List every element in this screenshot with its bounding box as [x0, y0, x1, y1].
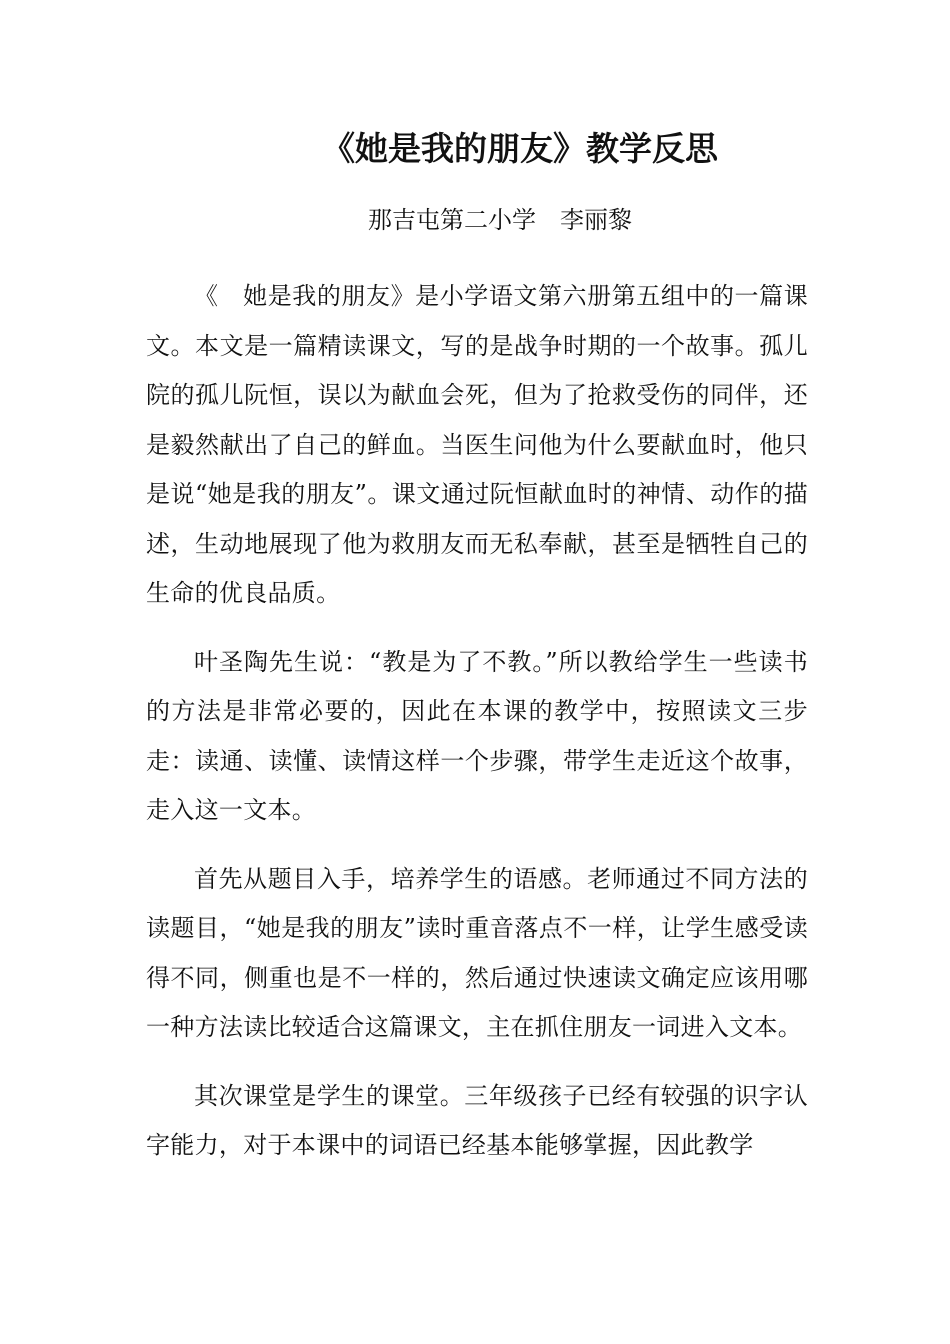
paragraph-3: 首先从题目入手，培养学生的语感。老师通过不同方法的读题目，“她是我的朋友”读时重音落点不一样，让学生感受读得不同，侧重也是不一样的，然后通过快速读文确定应该用哪一种方法读比较适合这篇课文，主在抓住朋友一词进入文本。: [146, 864, 808, 1041]
author-line: 那吉屯第二小学 李丽黎: [368, 206, 632, 234]
document-title: 《她是我的朋友》教学反思: [322, 129, 718, 168]
paragraph-4: 其次课堂是学生的课堂。三年级孩子已经有较强的识字认字能力，对于本课中的词语已经基本能够掌握，因此教学: [146, 1081, 808, 1159]
paragraph-1: 《 她是我的朋友》是小学语文第六册第五组中的一篇课文。本文是一篇精读课文，写的是战争时期的一个故事。孤儿院的孤儿阮恒，误以为献血会死，但为了抢救受伤的同伴，还是毅然献出了自己的鲜血。当医生问他为什么要献血时，他只是说“她是我的朋友”。课文通过阮恒献血时的神情、动作的描述，生动地展现了他为救朋友而无私奉献，甚至是牺牲自己的生命的优良品质。: [146, 282, 808, 607]
paragraph-2: 叶圣陶先生说：“教是为了不教。”所以教给学生一些读书的方法是非常必要的，因此在本课的教学中，按照读文三步走：读通、读懂、读情这样一个步骤，带学生走近这个故事，走入这一文本。: [146, 647, 808, 824]
document-body: [146, 272, 808, 1190]
